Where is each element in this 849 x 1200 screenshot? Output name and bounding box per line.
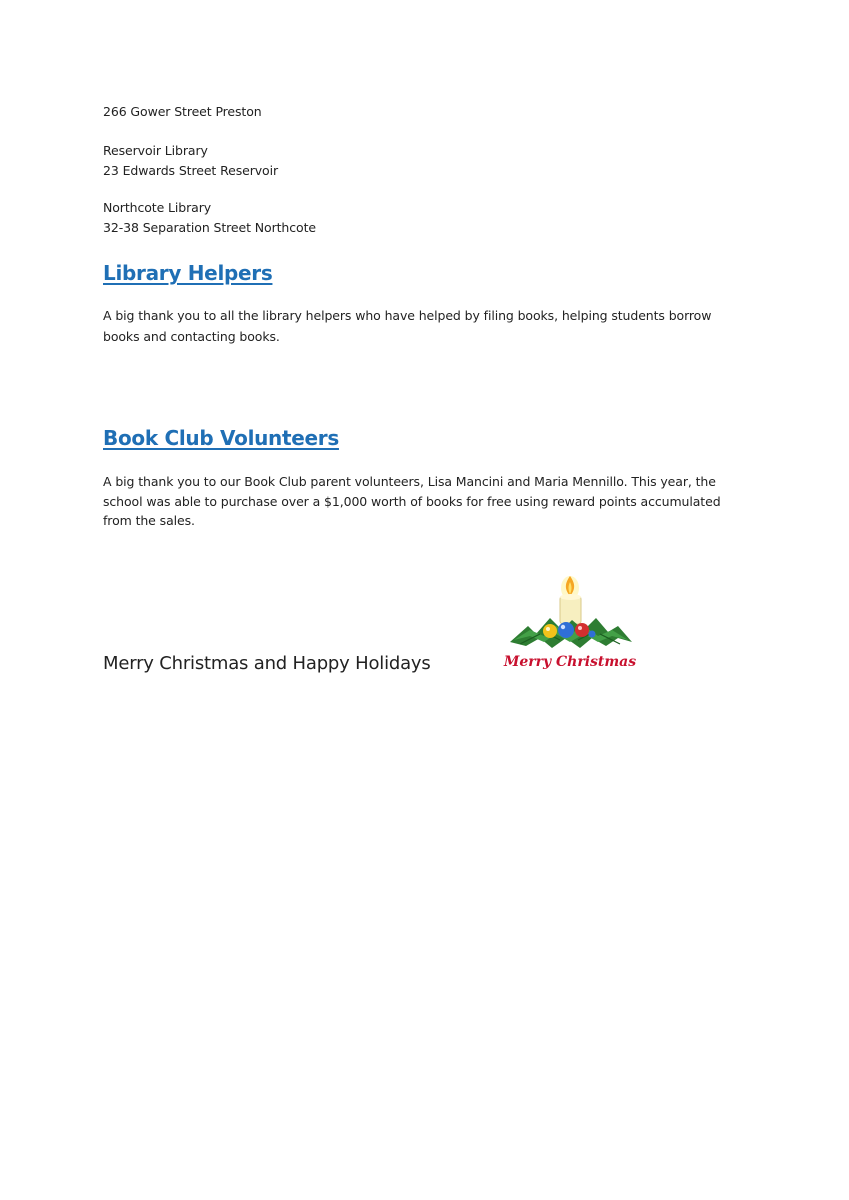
- book-club-text-line-2: school was able to purchase over a $1,000 worth of books for free using reward points accumulated: [103, 494, 721, 509]
- northcote-library-address: 32-38 Separation Street Northcote: [103, 220, 316, 235]
- northcote-library-name: Northcote Library: [103, 200, 212, 215]
- candle-icon: [560, 594, 581, 624]
- holiday-greeting: Merry Christmas and Happy Holidays: [103, 653, 431, 674]
- book-club-heading: Book Club Volunteers: [103, 426, 339, 450]
- book-club-text-line-1: A big thank you to our Book Club parent volunteers, Lisa Mancini and Maria Mennillo. This year, the: [103, 474, 716, 489]
- christmas-candle-clipart: [500, 574, 640, 674]
- reservoir-library-address: 23 Edwards Street Reservoir: [103, 163, 279, 178]
- reservoir-library-name: Reservoir Library: [103, 143, 208, 158]
- library-helpers-text-line-2: books and contacting books.: [103, 329, 280, 344]
- merry-christmas-clipart-text: Merry Christmas: [503, 654, 637, 670]
- preston-address: 266 Gower Street Preston: [103, 104, 262, 119]
- library-helpers-text-line-1: A big thank you to all the library helpers who have helped by filing books, helping students borrow: [103, 308, 712, 323]
- book-club-text-line-3: from the sales.: [103, 513, 195, 528]
- library-helpers-heading: Library Helpers: [103, 261, 273, 285]
